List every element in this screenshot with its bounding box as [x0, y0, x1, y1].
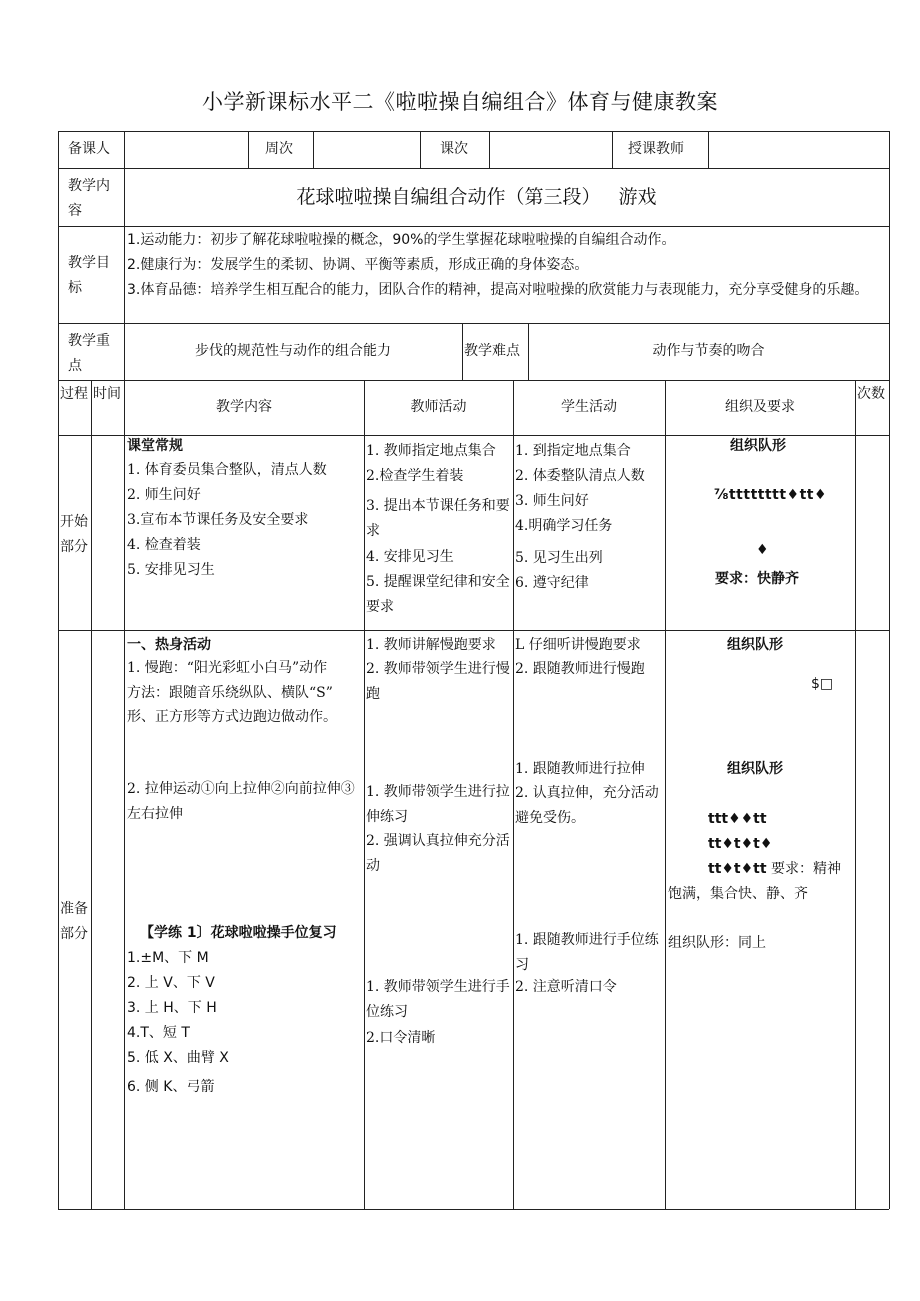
run-text: 方法：跟随音乐绕纵队、横队“S”	[127, 685, 333, 701]
list-item: 3. 上 H、下 H	[127, 1000, 217, 1016]
list-item: 6. 侧 K、弓箭	[127, 1079, 215, 1095]
formation-line: tt♦t♦t♦	[708, 836, 773, 852]
list-item: 1. 教师带领学生进行拉伸练习	[366, 784, 510, 825]
list-item: 4.T、短 T	[127, 1025, 190, 1041]
list-item: 3. 师生问好	[515, 493, 589, 509]
list-item: 2. 强调认真拉伸充分活动	[366, 833, 510, 874]
col-student: 学生活动	[561, 399, 617, 415]
list-item: 2.口令清晰	[366, 1030, 436, 1046]
list-item: 5. 提醒课堂纪律和安全要求	[366, 574, 510, 615]
list-item: 1. 教师带领学生进行手位练习	[366, 979, 510, 1020]
list-item: 1. 跟随教师进行拉伸	[515, 761, 645, 777]
goals-label: 教学目标	[68, 255, 110, 296]
difficulty-value: 动作与节奏的吻合	[652, 343, 765, 359]
list-item: 2. 体委整队清点人数	[515, 468, 645, 484]
list-item: 2.检查学生着装	[366, 468, 464, 484]
list-item: 1. 体育委员集合整队，清点人数	[127, 462, 327, 478]
lesson-label: 课次	[440, 141, 468, 157]
org-symbol: $□	[811, 676, 834, 692]
preparer-label: 备课人	[68, 141, 110, 157]
col-process: 过程	[60, 386, 88, 402]
org-title: 组织队形	[727, 761, 783, 777]
list-item: 4.明确学习任务	[515, 518, 613, 534]
warmup-title: 一、热身活动	[127, 637, 211, 653]
week-label: 周次	[265, 141, 293, 157]
page-title: 小学新课标水平二《啦啦操自编组合》体育与健康教案	[202, 90, 718, 114]
goal-item: 3.体育品德：培养学生相互配合的能力，团队合作的精神，提高对啦啦操的欣赏能力与表现能力，充分享受健身的乐趣。	[127, 282, 869, 298]
list-item: 1. 到指定地点集合	[515, 443, 631, 459]
section-prep-label: 准备部分	[60, 901, 88, 942]
content-value: 花球啦啦操自编组合动作（第三段） 游戏	[296, 186, 657, 208]
list-item: 3. 提出本节课任务和要求	[366, 498, 510, 539]
goal-item: 2.健康行为：发展学生的柔韧、协调、平衡等素质，形成正确的身体姿态。	[127, 257, 589, 273]
col-org: 组织及要求	[725, 399, 795, 415]
difficulty-label: 教学难点	[464, 343, 520, 359]
list-item: 5. 见习生出列	[515, 550, 603, 566]
list-item: 2. 认真拉伸，充分活动避免受伤。	[515, 785, 659, 826]
list-item: 1. 教师指定地点集合	[366, 443, 496, 459]
routine-title: 课堂常规	[127, 438, 183, 454]
col-times: 次数	[857, 386, 885, 402]
list-item: 1. 教师讲解慢跑要求	[366, 637, 496, 653]
org-same: 组织队形：同上	[668, 935, 766, 951]
org-requirement: 要求：快静齐	[715, 571, 799, 587]
section-start-label: 开始部分	[60, 514, 88, 555]
list-item: 2. 注意听清口令	[515, 979, 617, 995]
content-label: 教学内容	[68, 178, 110, 219]
list-item: 3.宣布本节课任务及安全要求	[127, 512, 309, 528]
teacher-label: 授课教师	[628, 141, 684, 157]
col-time: 时间	[93, 386, 121, 402]
list-item: 1. 跟随教师进行手位练习	[515, 932, 659, 973]
org-requirement: 要求：精神饱满，集合快、静、齐	[668, 861, 842, 902]
org-title: 组织队形	[730, 438, 786, 454]
run-text: 形、正方形等方式边跑边做动作。	[127, 709, 337, 725]
formation-line: ttt♦♦tt	[708, 811, 767, 827]
key-points-value: 步伐的规范性与动作的组合能力	[195, 343, 391, 359]
goal-item: 1.运动能力：初步了解花球啦啦操的概念，90%的学生掌握花球啦啦操的自编组合动作。	[127, 232, 676, 248]
run-text: 1. 慢跑：“阳光彩虹小白马”动作	[127, 660, 328, 676]
list-item: 5. 低 X、曲臂 X	[127, 1050, 229, 1066]
list-item: L 仔细听讲慢跑要求	[515, 637, 641, 653]
list-item: 2. 跟随教师进行慢跑	[515, 661, 645, 677]
list-item: 5. 安排见习生	[127, 562, 215, 578]
stretch-text: 2. 拉伸运动①向上拉伸②向前拉伸③左右拉伸	[127, 781, 355, 822]
formation-line: ♦	[756, 542, 769, 558]
org-title: 组织队形	[727, 637, 783, 653]
list-item: 4. 检查着装	[127, 537, 201, 553]
practice-title: 【学练 1〕花球啦啦操手位复习	[140, 925, 337, 941]
list-item: 2. 教师带领学生进行慢跑	[366, 661, 510, 702]
key-points-label: 教学重点	[68, 333, 110, 374]
list-item: 1.±M、下 M	[127, 950, 209, 966]
list-item: 2. 上 V、下 V	[127, 975, 215, 991]
formation-line: ⅞tttttttt♦tt♦	[714, 487, 828, 503]
list-item: 2. 师生问好	[127, 487, 201, 503]
list-item: 6. 遵守纪律	[515, 575, 589, 591]
formation-line: tt♦t♦tt	[708, 861, 767, 877]
list-item: 4. 安排见习生	[366, 549, 454, 565]
col-teacher: 教师活动	[410, 399, 467, 415]
col-content: 教学内容	[216, 399, 272, 415]
